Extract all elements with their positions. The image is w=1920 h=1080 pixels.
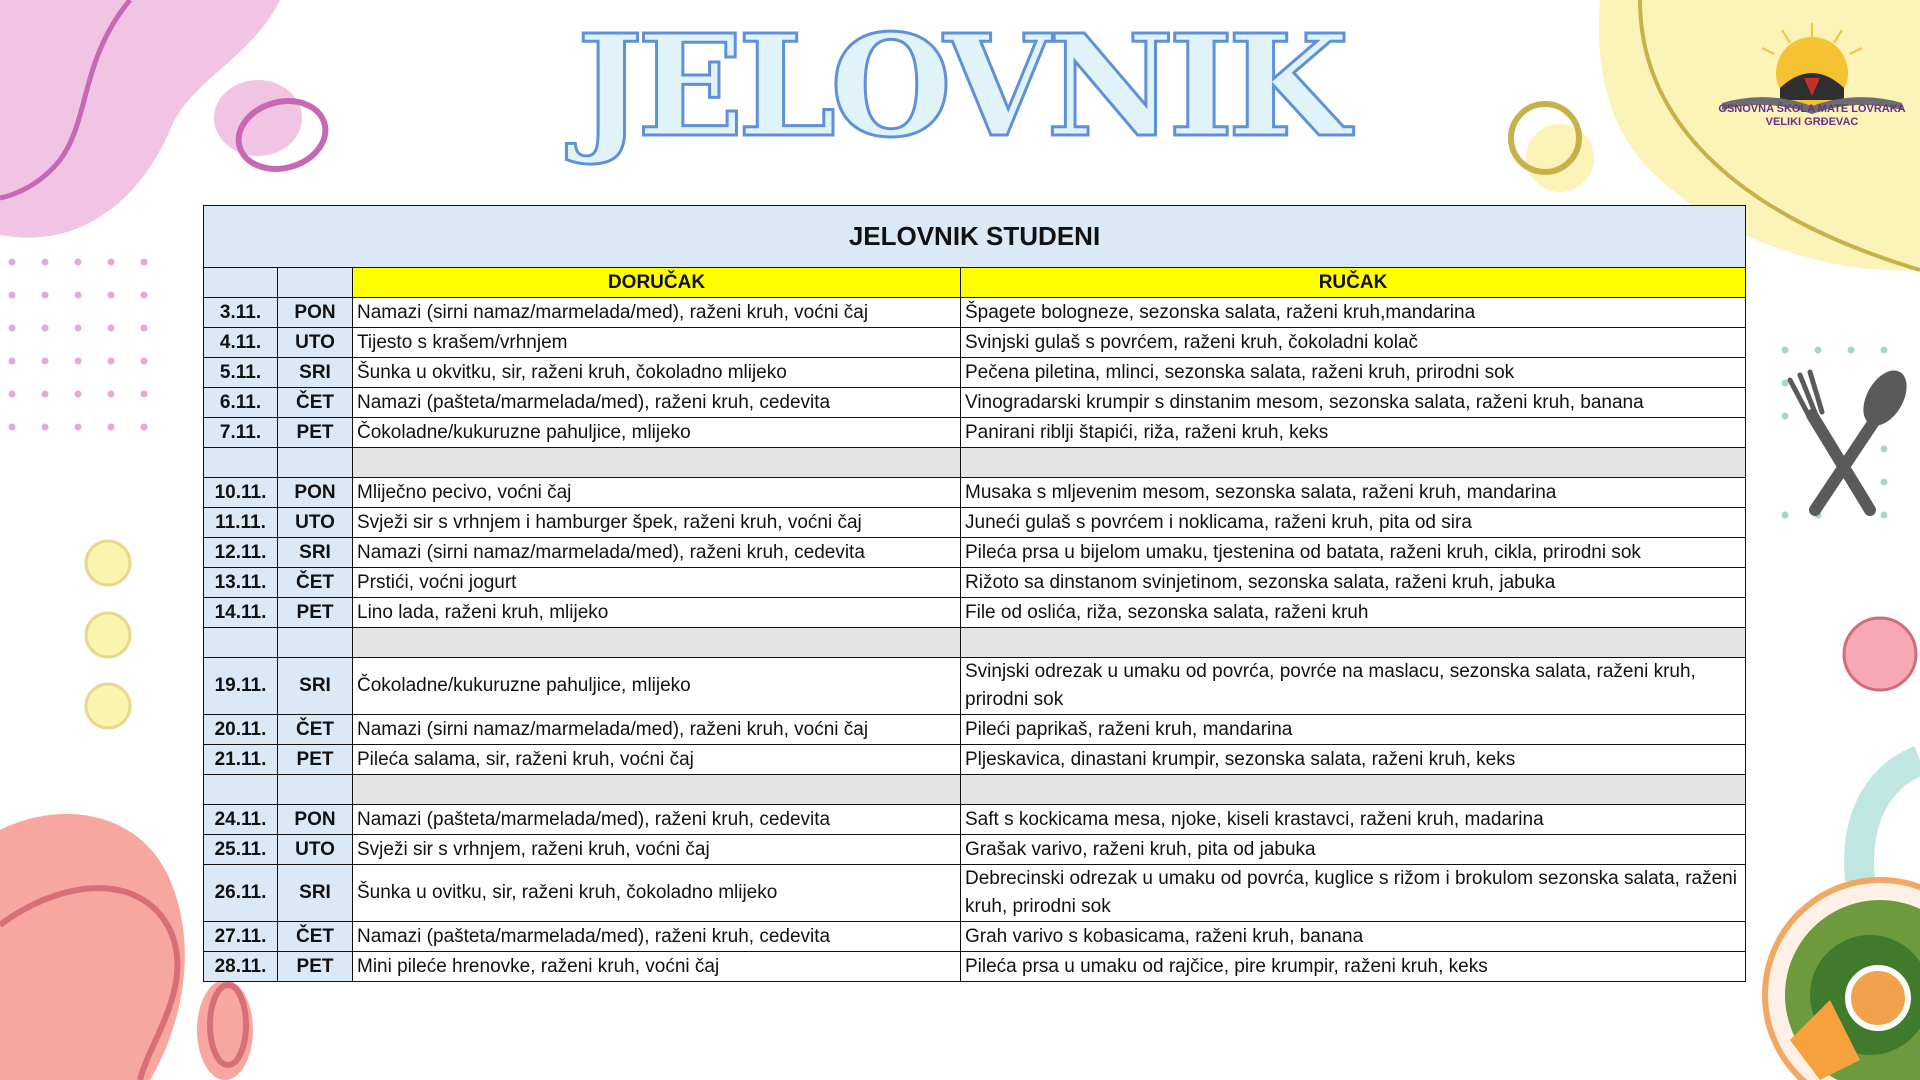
- row-day: SRI: [278, 358, 353, 388]
- svg-text:JELOVNIK: JELOVNIK: [576, 5, 1344, 169]
- row-day: UTO: [278, 328, 353, 358]
- table-separator-row: [204, 775, 1746, 805]
- row-day: SRI: [278, 538, 353, 568]
- row-day: PET: [278, 418, 353, 448]
- row-lunch: Musaka s mljevenim mesom, sezonska salata, raženi kruh, mandarina: [961, 478, 1746, 508]
- row-date: 3.11.: [204, 298, 278, 328]
- row-date: 20.11.: [204, 715, 278, 745]
- row-date: 24.11.: [204, 805, 278, 835]
- row-day: ČET: [278, 388, 353, 418]
- row-date: 11.11.: [204, 508, 278, 538]
- row-date: 26.11.: [204, 865, 278, 922]
- table-separator-row: [204, 448, 1746, 478]
- row-breakfast: Šunka u ovitku, sir, raženi kruh, čokoladno mlijeko: [353, 865, 961, 922]
- row-date: 4.11.: [204, 328, 278, 358]
- row-day: PON: [278, 298, 353, 328]
- menu-table: [203, 205, 1746, 982]
- row-day: UTO: [278, 835, 353, 865]
- row-day: UTO: [278, 508, 353, 538]
- row-date: 12.11.: [204, 538, 278, 568]
- row-breakfast: Pileća salama, sir, raženi kruh, voćni čaj: [353, 745, 961, 775]
- row-day: ČET: [278, 715, 353, 745]
- table-row: [204, 715, 1746, 745]
- row-day: SRI: [278, 865, 353, 922]
- row-lunch: Pileća prsa u umaku od rajčice, pire krumpir, raženi kruh, keks: [961, 952, 1746, 982]
- row-breakfast: Lino lada, raženi kruh, mlijeko: [353, 598, 961, 628]
- table-row: [204, 508, 1746, 538]
- row-breakfast: Mini pileće hrenovke, raženi kruh, voćni čaj: [353, 952, 961, 982]
- row-date: 25.11.: [204, 835, 278, 865]
- row-breakfast: Namazi (pašteta/marmelada/med), raženi kruh, cedevita: [353, 388, 961, 418]
- row-breakfast: Svježi sir s vrhnjem, raženi kruh, voćni čaj: [353, 835, 961, 865]
- row-lunch: Grašak varivo, raženi kruh, pita od jabuka: [961, 835, 1746, 865]
- row-date: 19.11.: [204, 658, 278, 715]
- table-row: [204, 922, 1746, 952]
- table-row: [204, 358, 1746, 388]
- table-row: [204, 388, 1746, 418]
- row-lunch: Pileći paprikaš, raženi kruh, mandarina: [961, 715, 1746, 745]
- table-header-row: [204, 268, 1746, 298]
- row-day: PET: [278, 745, 353, 775]
- table-row: [204, 835, 1746, 865]
- row-date: 14.11.: [204, 598, 278, 628]
- row-lunch: Pečena piletina, mlinci, sezonska salata, raženi kruh, prirodni sok: [961, 358, 1746, 388]
- row-date: 13.11.: [204, 568, 278, 598]
- row-breakfast: Namazi (pašteta/marmelada/med), raženi kruh, cedevita: [353, 922, 961, 952]
- row-breakfast: Čokoladne/kukuruzne pahuljice, mlijeko: [353, 658, 961, 715]
- row-lunch: Svinjski odrezak u umaku od povrća, povrće na maslacu, sezonska salata, raženi kruh, prirodni sok: [961, 658, 1746, 715]
- row-date: 27.11.: [204, 922, 278, 952]
- row-lunch: Juneći gulaš s povrćem i noklicama, raženi kruh, pita od sira: [961, 508, 1746, 538]
- table-row: [204, 658, 1746, 715]
- row-lunch: Rižoto sa dinstanom svinjetinom, sezonska salata, raženi kruh, jabuka: [961, 568, 1746, 598]
- row-lunch: Vinogradarski krumpir s dinstanim mesom, sezonska salata, raženi kruh, banana: [961, 388, 1746, 418]
- row-lunch: Grah varivo s kobasicama, raženi kruh, banana: [961, 922, 1746, 952]
- row-day: ČET: [278, 922, 353, 952]
- table-separator-row: [204, 628, 1746, 658]
- row-day: PET: [278, 598, 353, 628]
- header-day-blank: [278, 268, 353, 298]
- row-lunch: Debrecinski odrezak u umaku od povrća, kuglice s rižom i brokulom sezonska salata, raženi kruh, prirodni sok: [961, 865, 1746, 922]
- table-row: [204, 805, 1746, 835]
- table-row: [204, 865, 1746, 922]
- school-name-line1: OSNOVNA ŠKOLA MATE LOVRAKA: [1718, 103, 1906, 115]
- row-breakfast: Namazi (sirni namaz/marmelada/med), raženi kruh, voćni čaj: [353, 298, 961, 328]
- row-date: 28.11.: [204, 952, 278, 982]
- row-date: 21.11.: [204, 745, 278, 775]
- table-row: [204, 538, 1746, 568]
- row-breakfast: Prstići, voćni jogurt: [353, 568, 961, 598]
- row-lunch: Pljeskavica, dinastani krumpir, sezonska salata, raženi kruh, keks: [961, 745, 1746, 775]
- row-breakfast: Čokoladne/kukuruzne pahuljice, mlijeko: [353, 418, 961, 448]
- row-lunch: File od oslića, riža, sezonska salata, raženi kruh: [961, 598, 1746, 628]
- row-breakfast: Mliječno pecivo, voćni čaj: [353, 478, 961, 508]
- header-date-blank: [204, 268, 278, 298]
- row-lunch: Špagete bolognеze, sezonska salata, raženi kruh,mandarina: [961, 298, 1746, 328]
- row-breakfast: Svježi sir s vrhnjem i hamburger špek, raženi kruh, voćni čaj: [353, 508, 961, 538]
- row-breakfast: Namazi (sirni namaz/marmelada/med), raženi kruh, voćni čaj: [353, 715, 961, 745]
- table-row: [204, 328, 1746, 358]
- table-row: [204, 745, 1746, 775]
- row-date: 6.11.: [204, 388, 278, 418]
- row-lunch: Svinjski gulaš s povrćem, raženi kruh, čokoladni kolač: [961, 328, 1746, 358]
- row-breakfast: Šunka u okvitku, sir, raženi kruh, čokoladno mlijeko: [353, 358, 961, 388]
- row-date: 7.11.: [204, 418, 278, 448]
- table-row: [204, 568, 1746, 598]
- row-day: PON: [278, 478, 353, 508]
- row-breakfast: Namazi (pašteta/marmelada/med), raženi kruh, cedevita: [353, 805, 961, 835]
- table-row: [204, 952, 1746, 982]
- school-name-line2: VELIKI GRĐEVAC: [1765, 116, 1859, 128]
- table-row: [204, 478, 1746, 508]
- row-lunch: Panirani riblji štapići, riža, raženi kruh, keks: [961, 418, 1746, 448]
- header-breakfast: DORUČAK: [353, 268, 961, 298]
- page-heading: [576, 5, 1344, 169]
- row-breakfast: Tijesto s krašem/vrhnjem: [353, 328, 961, 358]
- row-day: SRI: [278, 658, 353, 715]
- row-breakfast: Namazi (sirni namaz/marmelada/med), raženi kruh, cedevita: [353, 538, 961, 568]
- row-lunch: Pileća prsa u bijelom umaku, tjestenina od batata, raženi kruh, cikla, prirodni sok: [961, 538, 1746, 568]
- row-day: PET: [278, 952, 353, 982]
- row-date: 5.11.: [204, 358, 278, 388]
- table-row: [204, 298, 1746, 328]
- school-name: [1712, 103, 1912, 129]
- row-date: 10.11.: [204, 478, 278, 508]
- table-row: [204, 418, 1746, 448]
- table-row: [204, 598, 1746, 628]
- row-lunch: Saft s kockicama mesa, njoke, kiseli krastavci, raženi kruh, madarina: [961, 805, 1746, 835]
- table-title: JELOVNIK STUDENI: [204, 206, 1746, 268]
- row-day: ČET: [278, 568, 353, 598]
- header-lunch: RUČAK: [961, 268, 1746, 298]
- row-day: PON: [278, 805, 353, 835]
